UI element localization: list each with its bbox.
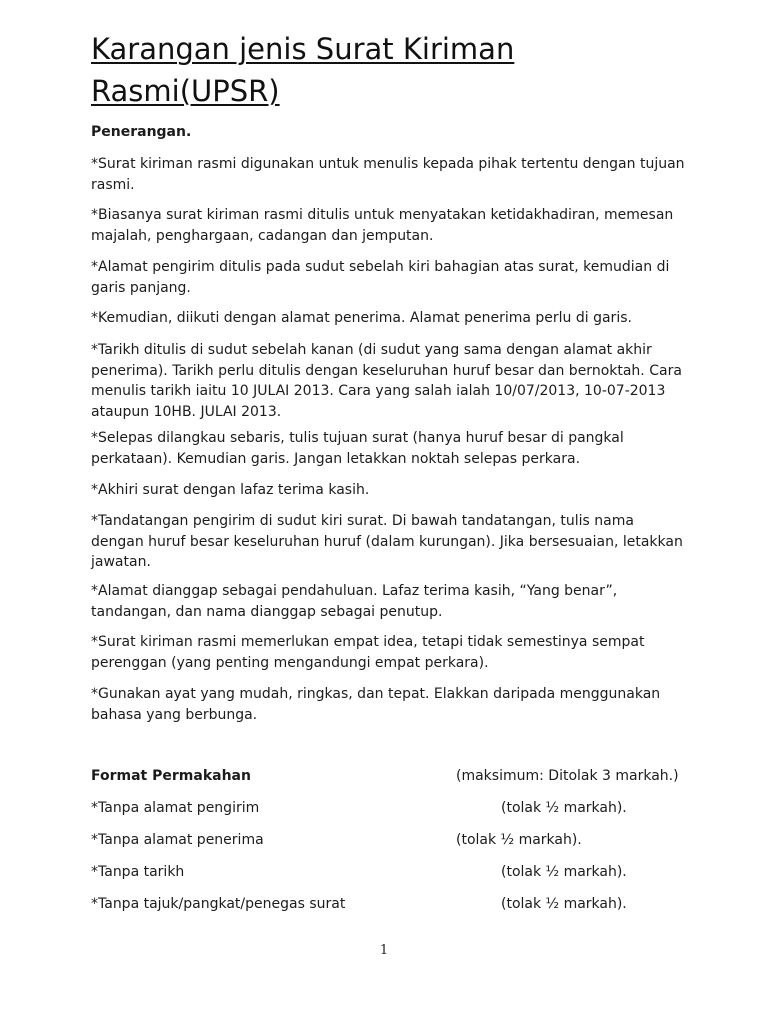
paragraph-10: *Surat kiriman rasmi memerlukan empat idea, tetapi tidak semestinya sempat perenggan (yang penting mengandungi empat perkara).	[91, 634, 645, 671]
paragraph-11: *Gunakan ayat yang mudah, ringkas, dan tepat. Elakkan daripada menggunakan bahasa yang berbunga.	[91, 686, 661, 723]
paragraph-6: *Selepas dilangkau sebaris, tulis tujuan surat (hanya huruf besar di pangkal perkataan). Kemudian garis. Jangan letakkan noktah selepas perkara.	[91, 430, 624, 467]
rule-penalty-2: (tolak ½ markah).	[456, 832, 582, 848]
paragraph-9: *Alamat dianggap sebagai pendahuluan. Lafaz terima kasih, “Yang benar”, tandangan, dan nama dianggap sebagai penutup.	[91, 583, 618, 620]
document-title: Karangan jenis Surat Kiriman Rasmi(UPSR)	[91, 32, 515, 108]
rule-label-4: *Tanpa tajuk/pangkat/penegas surat	[91, 896, 346, 912]
page-number: 1	[379, 943, 389, 958]
format-heading: Format Permakahan	[91, 768, 251, 784]
paragraph-5: *Tarikh ditulis di sudut sebelah kanan (di sudut yang sama dengan alamat akhir penerima). Tarikh perlu ditulis dengan keseluruhan huruf besar dan bernoktah. Cara menulis tarikh iaitu 10 JULAI 2013. Cara yang salah ialah 10/07/2013, 10-07-2013 ataupun 10HB. JULAI 2013.	[91, 342, 682, 420]
rule-penalty-3: (tolak ½ markah).	[501, 864, 627, 880]
rule-label-2: *Tanpa alamat penerima	[91, 832, 264, 848]
rule-penalty-4: (tolak ½ markah).	[501, 896, 627, 912]
rule-label-1: *Tanpa alamat pengirim	[91, 800, 260, 816]
paragraph-8: *Tandatangan pengirim di sudut kiri surat. Di bawah tandatangan, tulis nama dengan huruf besar keseluruhan huruf (dalam kurungan). Jika bersesuaian, letakkan jawatan.	[91, 513, 683, 570]
paragraph-7: *Akhiri surat dengan lafaz terima kasih.	[91, 482, 370, 498]
paragraph-2: *Biasanya surat kiriman rasmi ditulis untuk menyatakan ketidakhadiran, memesan majalah, penghargaan, cadangan dan jemputan.	[91, 207, 674, 244]
rule-label-3: *Tanpa tarikh	[91, 864, 185, 880]
paragraph-3: *Alamat pengirim ditulis pada sudut sebelah kiri bahagian atas surat, kemudian di garis panjang.	[91, 259, 670, 296]
section-heading: Penerangan.	[91, 124, 192, 140]
paragraph-1: *Surat kiriman rasmi digunakan untuk menulis kepada pihak tertentu dengan tujuan rasmi.	[91, 156, 685, 193]
rule-penalty-1: (tolak ½ markah).	[501, 800, 627, 816]
paragraph-4: *Kemudian, diikuti dengan alamat penerima. Alamat penerima perlu di garis.	[91, 310, 632, 326]
format-heading-note: (maksimum: Ditolak 3 markah.)	[456, 768, 679, 784]
